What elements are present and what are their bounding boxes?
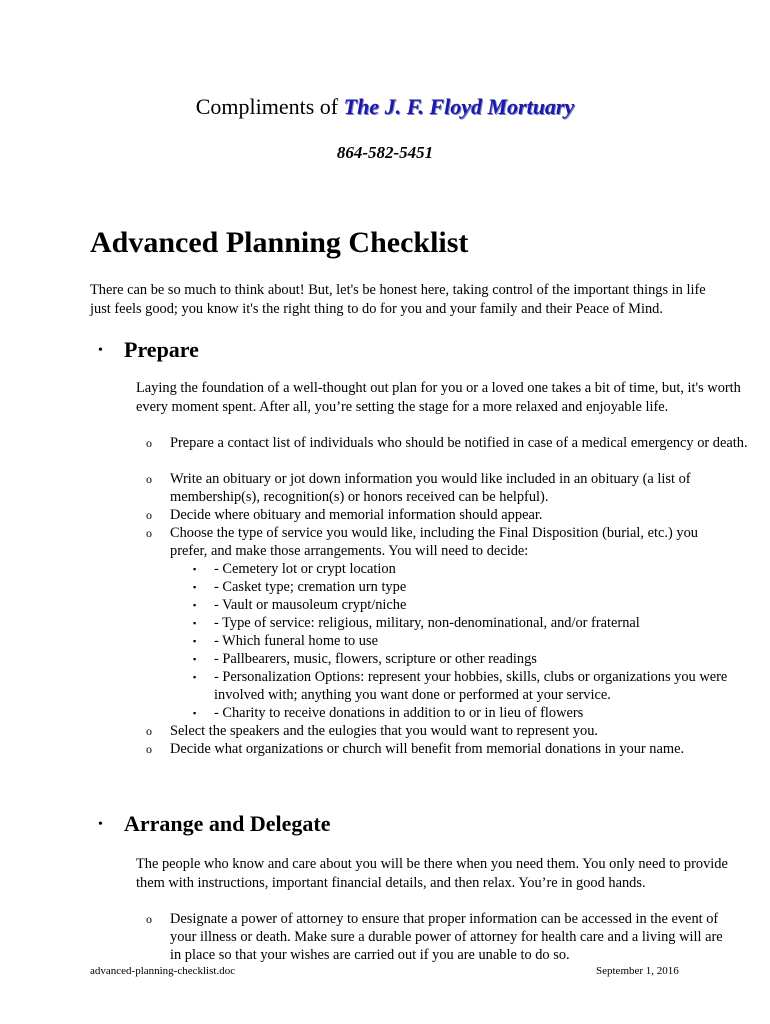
sub-list-marker: ▪ [193, 636, 197, 646]
list-item: Write an obituary or jot down information you would like included in an obituary (a list of membership(s), recognition(s) or honors received can be helpful). [170, 471, 691, 505]
list-marker: o [146, 472, 152, 486]
compliments-prefix: Compliments of [195, 94, 339, 119]
mortuary-name: The J. F. Floyd Mortuary [343, 94, 575, 119]
footer-date: September 1, 2016 [596, 965, 679, 977]
sub-list-item: - Personalization Options: represent your hobbies, skills, clubs or organizations you were involved with; anything you want done or performed at your service. [214, 669, 728, 703]
sub-list-item: - Cemetery lot or crypt location [214, 561, 396, 577]
list-marker: o [146, 724, 152, 738]
list-marker: o [146, 508, 152, 522]
sub-list-marker: ▪ [193, 654, 197, 664]
sub-list-marker: ▪ [193, 600, 197, 610]
list-marker: o [146, 742, 152, 756]
sub-list-item: - Charity to receive donations in addition to or in lieu of flowers [214, 705, 584, 721]
section-bullet: • [98, 343, 103, 358]
phone-number: 864-582-5451 [336, 143, 434, 162]
list-marker: o [146, 436, 152, 450]
section-heading-arrange-delegate: Arrange and Delegate [124, 811, 331, 836]
section-heading-prepare: Prepare [124, 337, 199, 362]
sub-list-item: - Which funeral home to use [214, 633, 378, 649]
sub-list-marker: ▪ [193, 582, 197, 592]
sub-list-item: - Casket type; cremation urn type [214, 579, 407, 595]
compliments-line [0, 94, 770, 120]
list-marker: o [146, 912, 152, 926]
sub-list-marker: ▪ [193, 564, 197, 574]
page-title: Advanced Planning Checklist [90, 226, 469, 259]
list-item: Designate a power of attorney to ensure that proper information can be accessed in the event of your illness or death. Make sure a durable power of attorney for health care and a living will are in place so that your wishes are carried out if you are unable to do so. [170, 911, 723, 963]
list-item: Decide what organizations or church will benefit from memorial donations in your name. [170, 741, 685, 757]
list-item: Choose the type of service you would like, including the Final Disposition (burial, etc.) you prefer, and make those arrangements. You will need to decide: [170, 525, 698, 559]
list-item: Prepare a contact list of individuals who should be notified in case of a medical emergency or death. [170, 435, 748, 451]
sub-list-item: - Type of service: religious, military, non-denominational, and/or fraternal [214, 615, 640, 631]
list-marker: o [146, 526, 152, 540]
arrange-paragraph: The people who know and care about you will be there when you need them. You only need to provide them with instructions, important financial details, and then relax. You’re in good hands. [136, 856, 728, 891]
prepare-paragraph: Laying the foundation of a well-thought out plan for you or a loved one takes a bit of time, but, it's worth every moment spent. After all, you’re setting the stage for a more relaxed and enjoyable life. [136, 380, 741, 415]
sub-list-marker: ▪ [193, 618, 197, 628]
sub-list-marker: ▪ [193, 672, 197, 682]
sub-list-item: - Vault or mausoleum crypt/niche [214, 597, 407, 613]
list-item: Select the speakers and the eulogies that you would want to represent you. [170, 723, 599, 739]
sub-list-marker: ▪ [193, 708, 197, 718]
sub-list-item: - Pallbearers, music, flowers, scripture or other readings [214, 651, 537, 667]
section-bullet: • [98, 817, 103, 832]
footer-filename: advanced-planning-checklist.doc [90, 965, 236, 977]
intro-paragraph: There can be so much to think about! But, let's be honest here, taking control of the important things in life just feels good; you know it's the right thing to do for you and your family and their Peace of Mind. [90, 282, 706, 317]
list-item: Decide where obituary and memorial information should appear. [170, 507, 543, 523]
